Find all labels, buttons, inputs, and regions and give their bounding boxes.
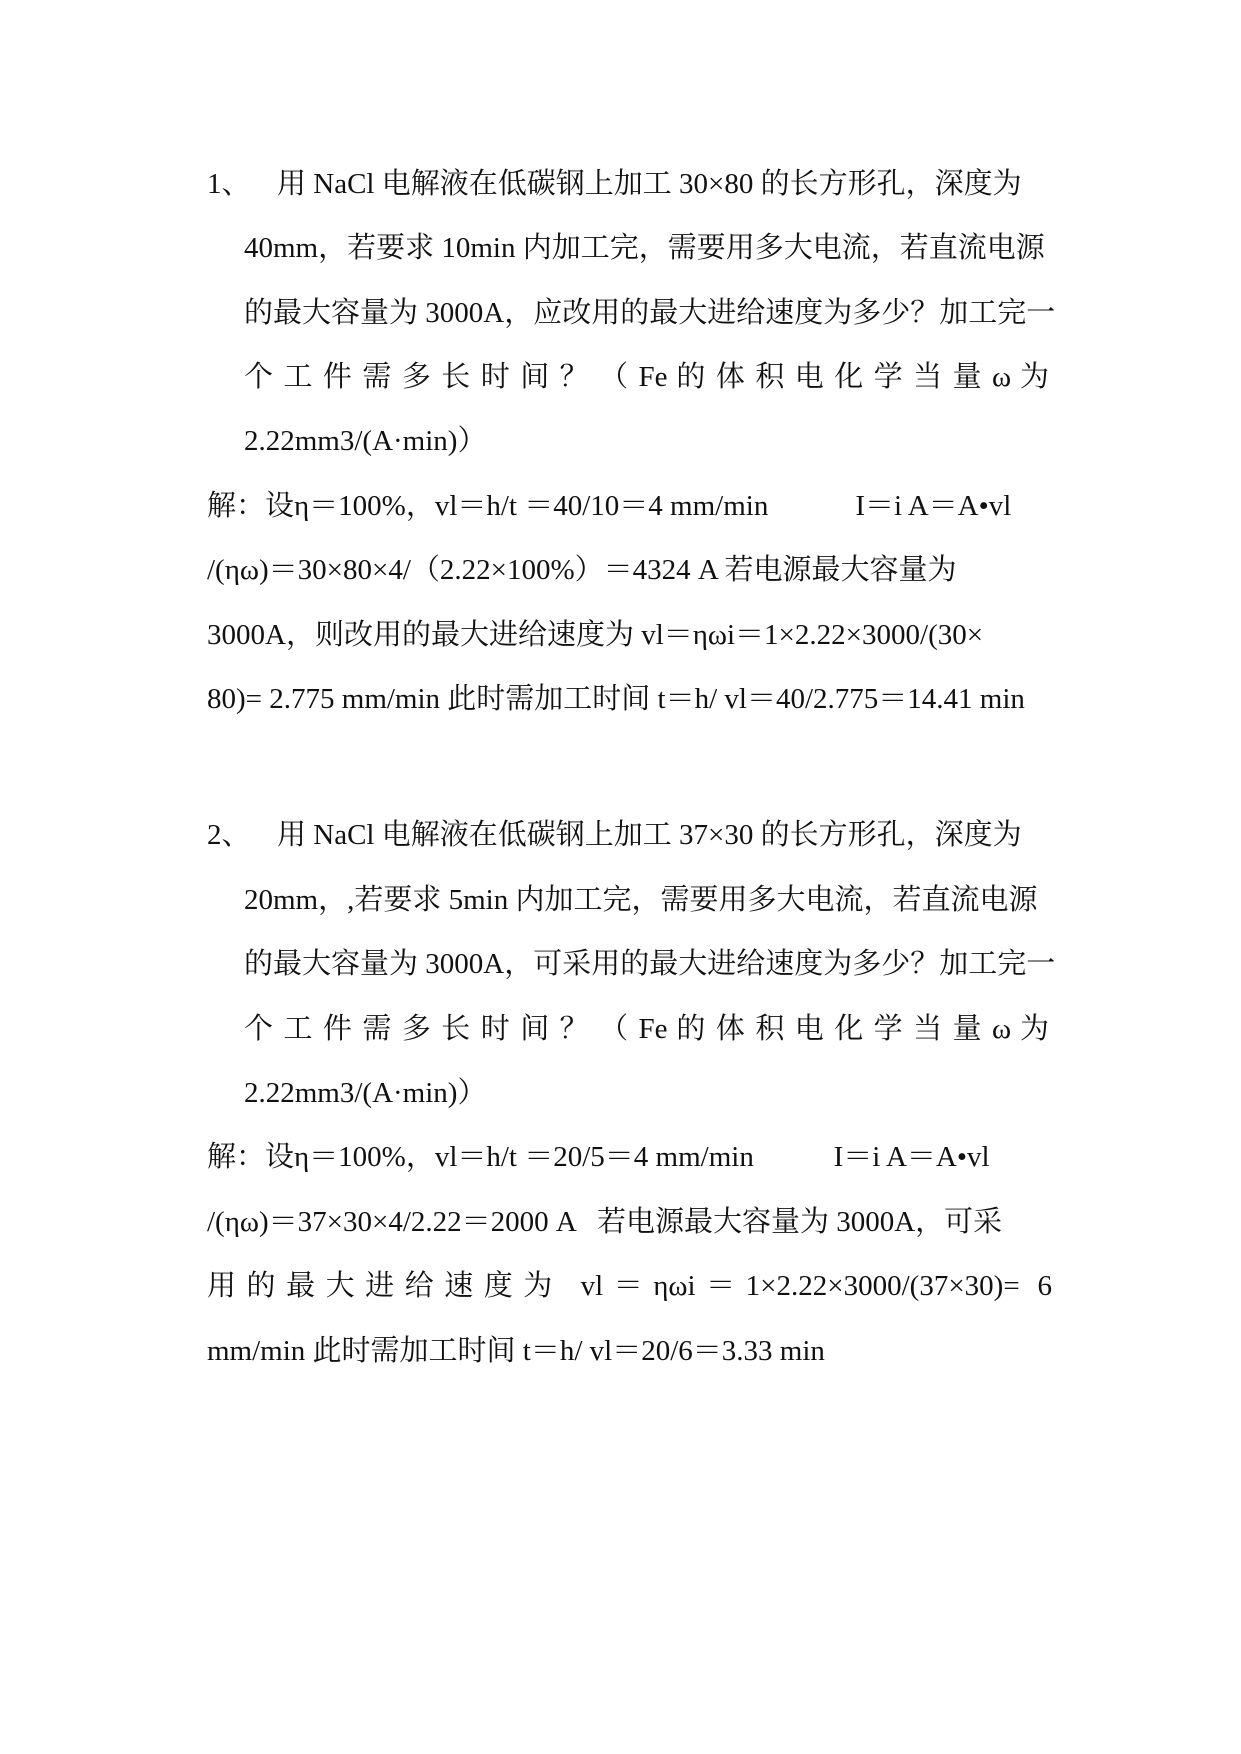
- problem-1-question-line-1: [207, 164, 1047, 204]
- problem-2-solution-line-3: 用的最大进给速度为 vl＝ηωi＝1×2.22×3000/(37×30)= 6: [207, 1270, 1052, 1302]
- problem-2-question-line-1: [207, 815, 1047, 855]
- problem-2-question-line-2: 20mm，,若要求 5min 内加工完，需要用多大电流，若直流电源: [244, 884, 1038, 916]
- problem-1-question-line-2: 40mm，若要求 10min 内加工完，需要用多大电流，若直流电源: [244, 232, 1045, 264]
- problem-2-solution-line-4: mm/min 此时需加工时间 t＝h/ vl＝20/6＝3.33 min: [207, 1335, 825, 1367]
- problem-2-solution-line-1: 解：设η＝100%，vl＝h/t ＝20/5＝4 mm/min I＝i A＝A•vl: [207, 1141, 990, 1173]
- problem-2-question-line-4: 个 工 件 需 多 长 时 间 ？ （ Fe 的 体 积 电 化 学 当 量 ω 为: [244, 1013, 1049, 1045]
- problem-2-question-line-5: 2.22mm3/(A·min)）: [244, 1077, 487, 1109]
- problem-1-solution-line-3: 3000A，则改用的最大进给速度为 vl＝ηωi＝1×2.22×3000/(30×: [207, 619, 984, 651]
- problem-1-solution-line-2: /(ηω)＝30×80×4/（2.22×100%）＝4324 A 若电源最大容量为: [207, 554, 957, 586]
- problem-2-number: 2、: [207, 819, 251, 851]
- problem-2-solution-line-2: /(ηω)＝37×30×4/2.22＝2000 A 若电源最大容量为 3000A，可采: [207, 1206, 1003, 1238]
- problem-2-question-text-1: 用 NaCl 电解液在低碳钢上加工 37×30 的长方形孔，深度为: [277, 819, 1022, 851]
- problem-1-question-text-1: 用 NaCl 电解液在低碳钢上加工 30×80 的长方形孔，深度为: [277, 168, 1022, 200]
- problem-1-solution-line-1: 解：设η＝100%，vl＝h/t ＝40/10＝4 mm/min I＝i A＝A•vl: [207, 490, 1012, 522]
- problem-1-question-line-5: 2.22mm3/(A·min)）: [244, 425, 487, 457]
- problem-1-solution-line-4: 80)= 2.775 mm/min 此时需加工时间 t＝h/ vl＝40/2.775＝14.41 min: [207, 683, 1025, 715]
- problem-1-question-line-3: 的最大容量为 3000A，应改用的最大进给速度为多少？加工完一: [244, 297, 1056, 329]
- problem-1-number: 1、: [207, 168, 251, 200]
- problem-1-question-line-4: 个 工 件 需 多 长 时 间 ？ （ Fe 的 体 积 电 化 学 当 量 ω 为: [244, 361, 1049, 393]
- problem-2-question-line-3: 的最大容量为 3000A，可采用的最大进给速度为多少？加工完一: [244, 948, 1056, 980]
